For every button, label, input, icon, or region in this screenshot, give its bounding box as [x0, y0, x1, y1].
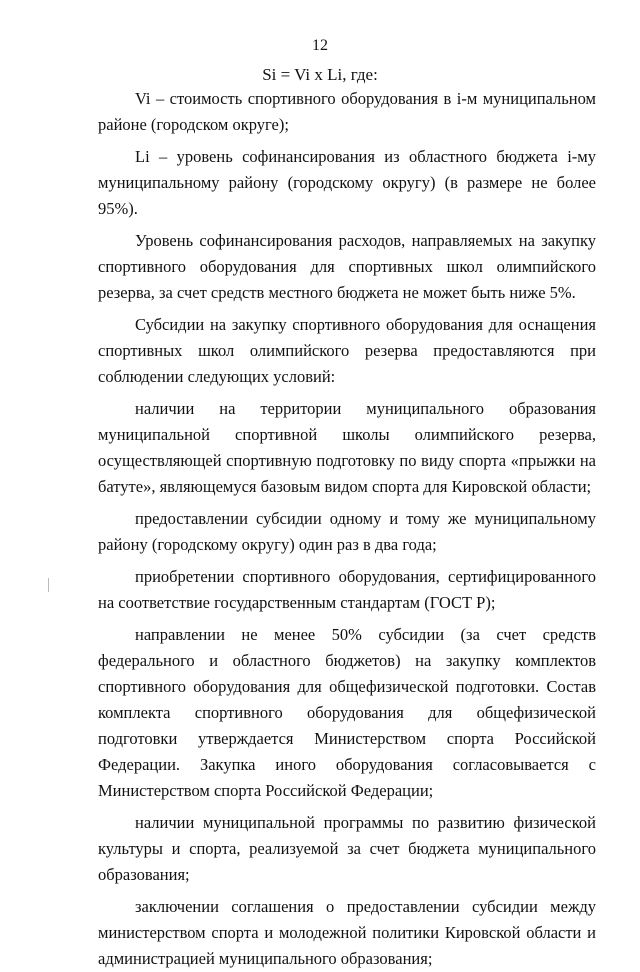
paragraph-vi-definition: Vi – стоимость спортивного оборудования в i-м муниципальном районе (городском округе);	[98, 89, 596, 134]
paragraph-condition-general-training: направлении не менее 50% субсидии (за счет средств федерального и областного бюджетов) на закупку комплектов спортивного оборудования для общефизической подготовки. Состав комплекта спортивного оборудования для общефизической подготовки утверждается Министерством спорта Российской Федерации. Закупка иного оборудования согласовывается с Министерством спорта Российской Федерации;	[98, 625, 596, 800]
paragraph-condition-sports-school: наличии на территории муниципального образования муниципальной спортивной школы олимпийского резерва, осуществляющей спортивную подготовку по виду спорта «прыжки на батуте», являющемуся базовым видом спорта для Кировской области;	[98, 399, 596, 496]
paragraph-condition-agreement: заключении соглашения о предоставлении субсидии между министерством спорта и молодежной политики Кировской области и администрацией муниципального образования;	[98, 897, 596, 968]
paragraph-condition-certification: приобретении спортивного оборудования, сертифицированного на соответствие государственным стандартам (ГОСТ Р);	[98, 567, 596, 612]
paragraph-condition-municipal-program: наличии муниципальной программы по развитию физической культуры и спорта, реализуемой за счет бюджета муниципального образования;	[98, 813, 596, 884]
paragraph-li-definition: Li – уровень софинансирования из областного бюджета i-му муниципальному району (городскому округу) (в размере не более 95%).	[98, 147, 596, 218]
formula-line: Si = Vi x Li, где:	[262, 65, 378, 84]
margin-mark	[48, 578, 49, 592]
page-number: 12	[312, 37, 328, 54]
paragraph-subsidy-conditions-intro: Субсидии на закупку спортивного оборудования для оснащения спортивных школ олимпийского резерва предоставляются при соблюдении следующих условий:	[98, 315, 596, 386]
paragraph-condition-frequency: предоставлении субсидии одному и тому же муниципальному району (городскому округу) один раз в два года;	[98, 509, 596, 554]
paragraph-local-cofinancing: Уровень софинансирования расходов, направляемых на закупку спортивного оборудования для спортивных школ олимпийского резерва, за счет средств местного бюджета не может быть ниже 5%.	[98, 231, 596, 302]
document-body	[98, 86, 596, 972]
